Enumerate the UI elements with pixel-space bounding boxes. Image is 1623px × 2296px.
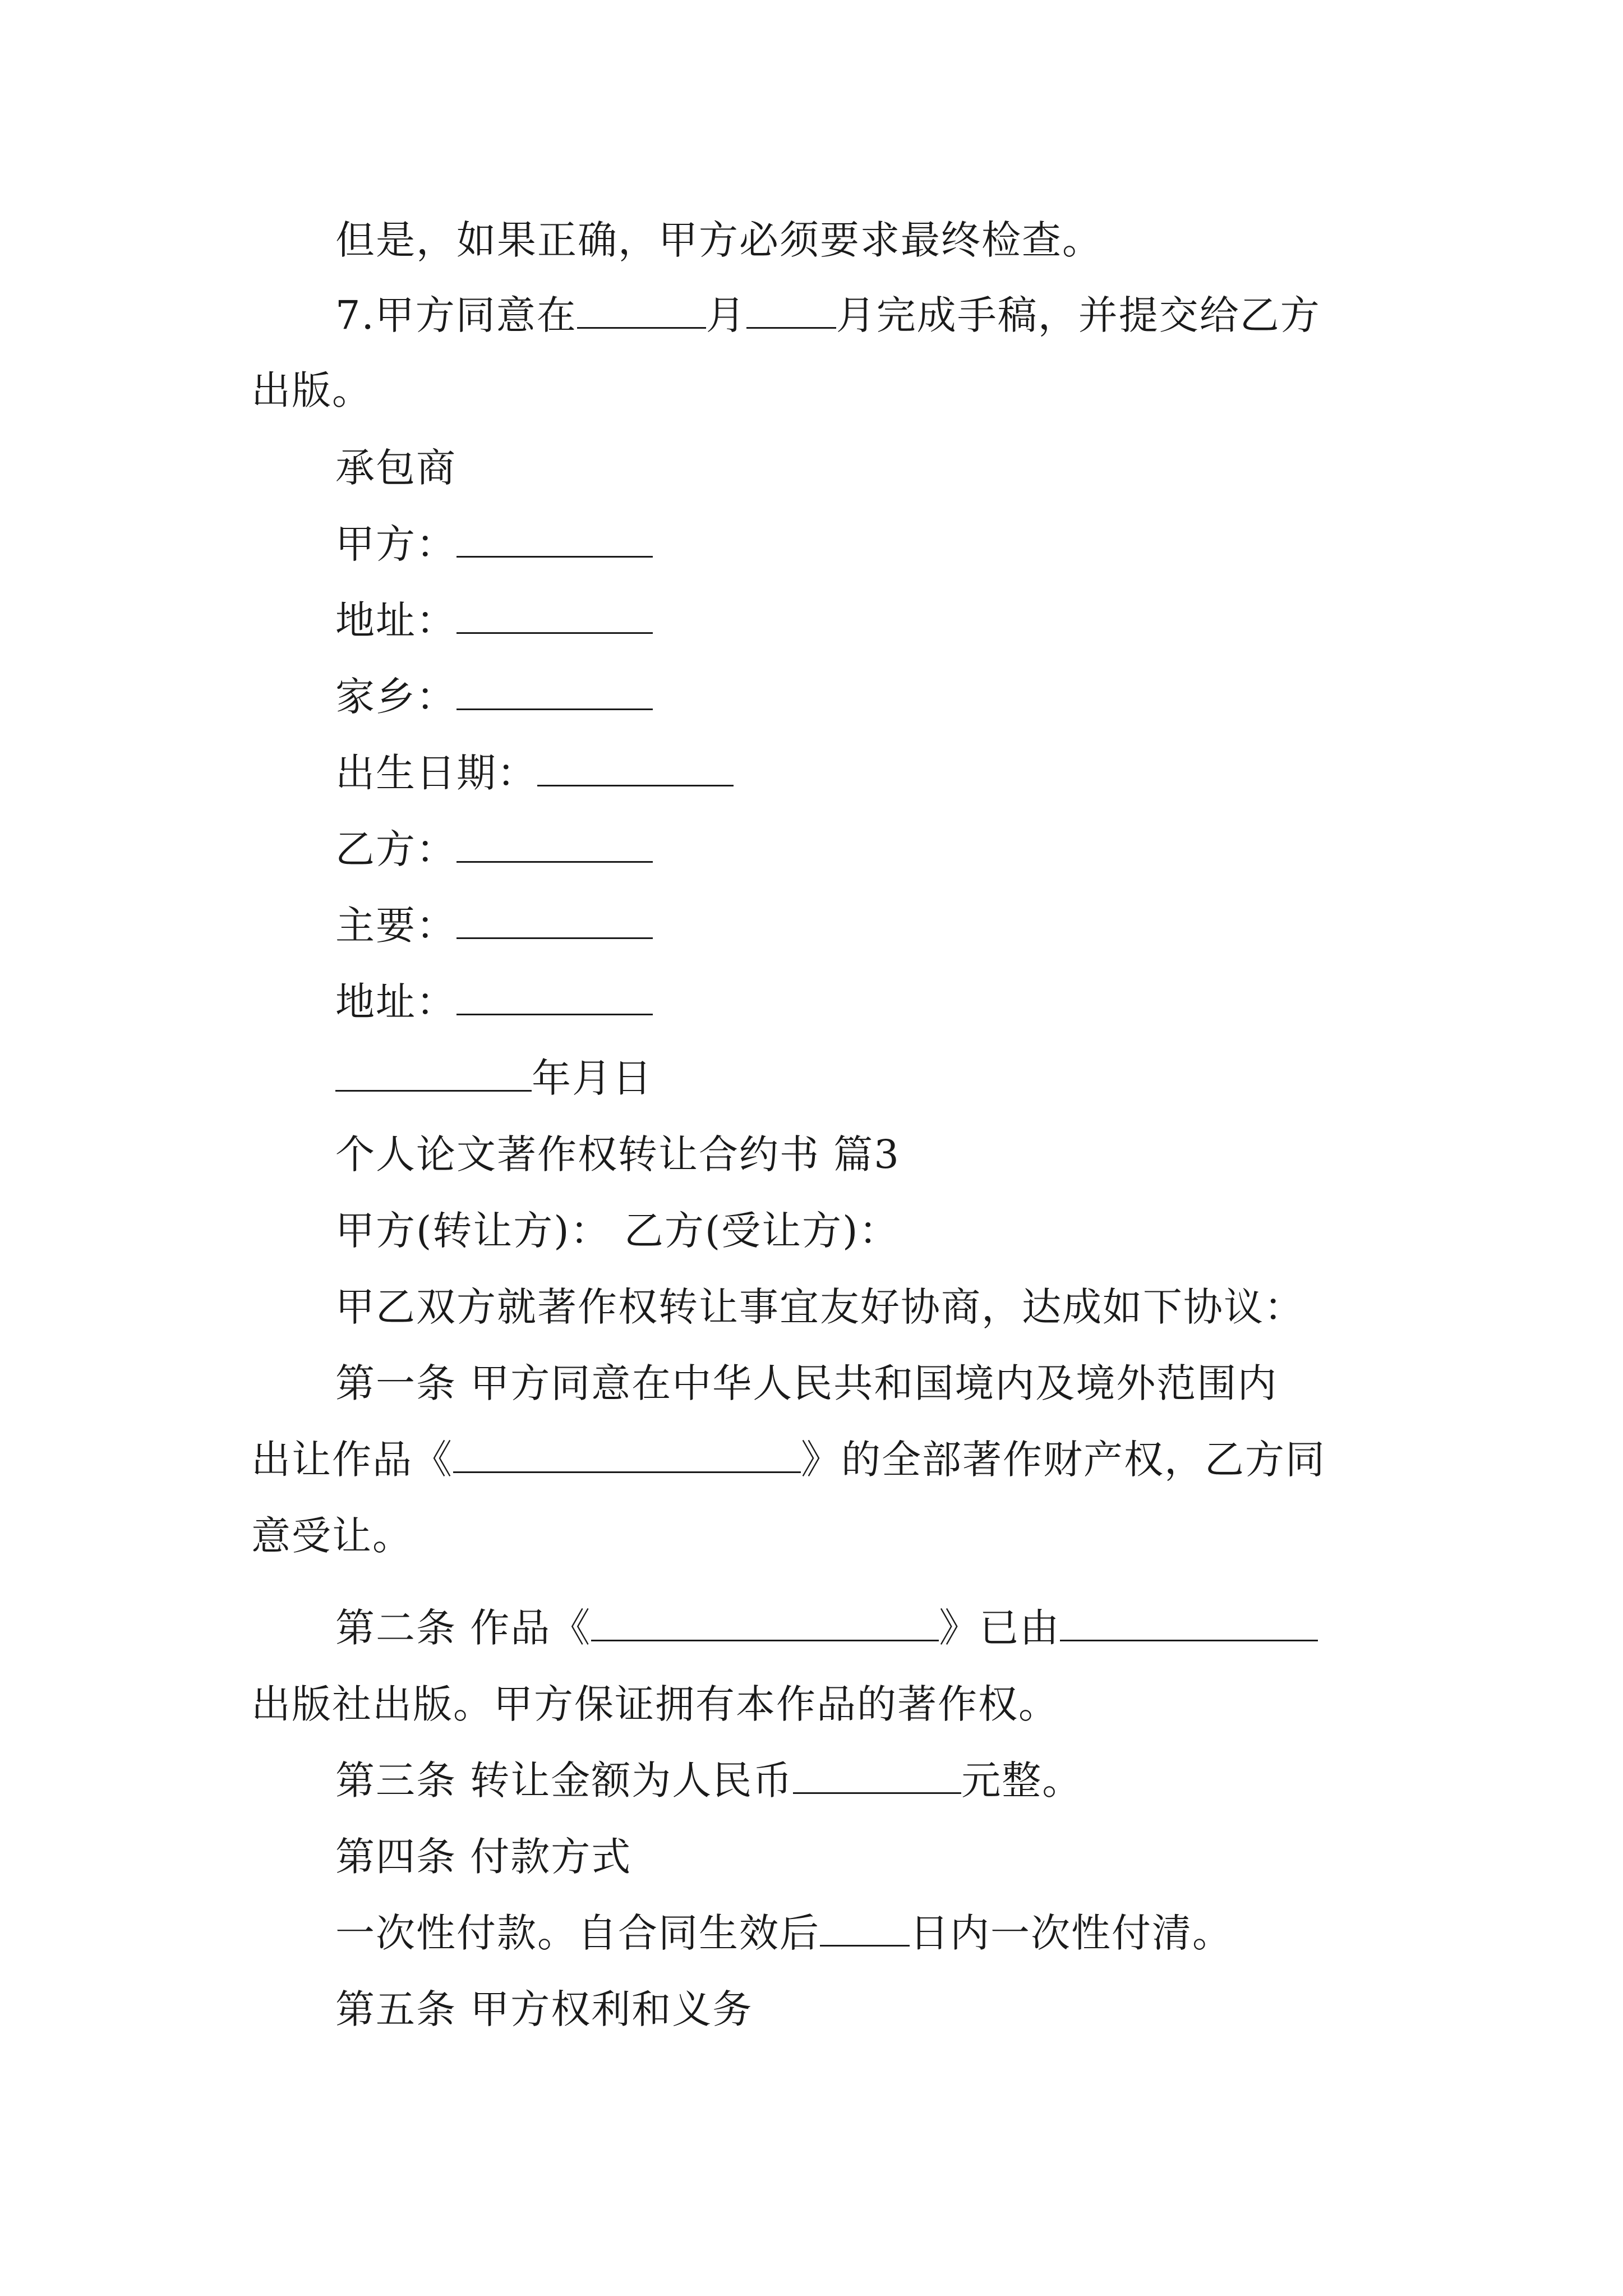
- birthdate-line: [335, 749, 734, 797]
- text: 但是，如果正确，甲方必须要求最终检查。: [335, 217, 1103, 263]
- text: 第四条 付款方式: [335, 1834, 632, 1880]
- text: 日内一次性付清。: [910, 1910, 1233, 1956]
- text: 年月日: [532, 1055, 653, 1101]
- days-field[interactable]: [820, 1910, 910, 1947]
- text: 甲方(转让方)： 乙方(受让方)：: [335, 1208, 900, 1254]
- article-2-cont: [251, 1681, 1059, 1728]
- party-b-field[interactable]: [457, 826, 653, 863]
- hometown-field[interactable]: [457, 674, 653, 710]
- label: 主要：: [335, 903, 457, 949]
- text: 月: [706, 292, 746, 338]
- label: 地址：: [335, 979, 457, 1025]
- payment-line: [335, 1910, 1233, 1957]
- party-b-line: [335, 826, 653, 873]
- text: 第五条 甲方权利和义务: [335, 1986, 753, 2032]
- address-field[interactable]: [457, 979, 653, 1015]
- work-title-field[interactable]: [591, 1605, 939, 1641]
- label: 地址：: [335, 597, 457, 643]
- address-field[interactable]: [457, 597, 653, 634]
- hometown-line: [335, 673, 653, 720]
- amount-field[interactable]: [793, 1757, 961, 1794]
- blank-field[interactable]: [577, 292, 706, 329]
- party-a-line: [335, 521, 653, 568]
- paragraph-clause-7: [335, 292, 1321, 339]
- text: 承包商: [335, 445, 457, 491]
- party-a-field[interactable]: [457, 521, 653, 558]
- paragraph-final-check: [335, 217, 1103, 264]
- main-field[interactable]: [457, 903, 653, 939]
- text: 月完成手稿，并提交给乙方: [836, 292, 1321, 338]
- text: 》的全部著作财产权，乙方同: [801, 1437, 1326, 1483]
- article-4: [335, 1833, 631, 1880]
- text: 出让作品《: [251, 1437, 453, 1483]
- label: 甲方：: [335, 521, 457, 567]
- text: 出版。: [251, 367, 372, 413]
- article-3: [335, 1757, 1082, 1804]
- text: 甲乙双方就著作权转让事宜友好协商，达成如下协议：: [335, 1284, 1304, 1330]
- article-5: [335, 1986, 753, 2033]
- year-field[interactable]: [335, 1055, 532, 1092]
- work-title-field[interactable]: [453, 1437, 801, 1473]
- birthdate-field[interactable]: [537, 750, 734, 786]
- label: 乙方：: [335, 826, 457, 872]
- address-line-2: [335, 978, 653, 1025]
- text: 》已由: [939, 1605, 1061, 1651]
- article-1-end: [251, 1512, 413, 1559]
- article-1-cont: [251, 1436, 1326, 1483]
- paragraph-clause-7-cont: [251, 367, 372, 414]
- text: 一次性付款。自合同生效后: [335, 1910, 820, 1956]
- date-line: [335, 1055, 653, 1102]
- contractor-heading: [335, 444, 457, 491]
- section-title: [335, 1131, 900, 1178]
- address-line-1: [335, 597, 653, 644]
- publisher-field[interactable]: [1060, 1605, 1318, 1641]
- text: 出版社出版。甲方保证拥有本作品的著作权。: [251, 1681, 1059, 1727]
- text: 第三条 转让金额为人民币: [335, 1757, 794, 1803]
- text: 7.甲方同意在: [335, 292, 577, 338]
- label: 家乡：: [335, 674, 457, 720]
- label: 出生日期：: [335, 750, 537, 796]
- article-1: [335, 1360, 1278, 1407]
- text: 个人论文著作权转让合约书 篇3: [335, 1131, 900, 1177]
- article-2: [335, 1604, 1318, 1651]
- text: 元整。: [961, 1757, 1083, 1803]
- agreement-intro: [335, 1283, 1304, 1331]
- text: 第一条 甲方同意在中华人民共和国境内及境外范围内: [335, 1360, 1278, 1406]
- main-line: [335, 902, 653, 949]
- text: 第二条 作品《: [335, 1605, 592, 1651]
- blank-field[interactable]: [746, 292, 836, 329]
- parties-line: [335, 1207, 900, 1254]
- text: 意受让。: [251, 1513, 413, 1559]
